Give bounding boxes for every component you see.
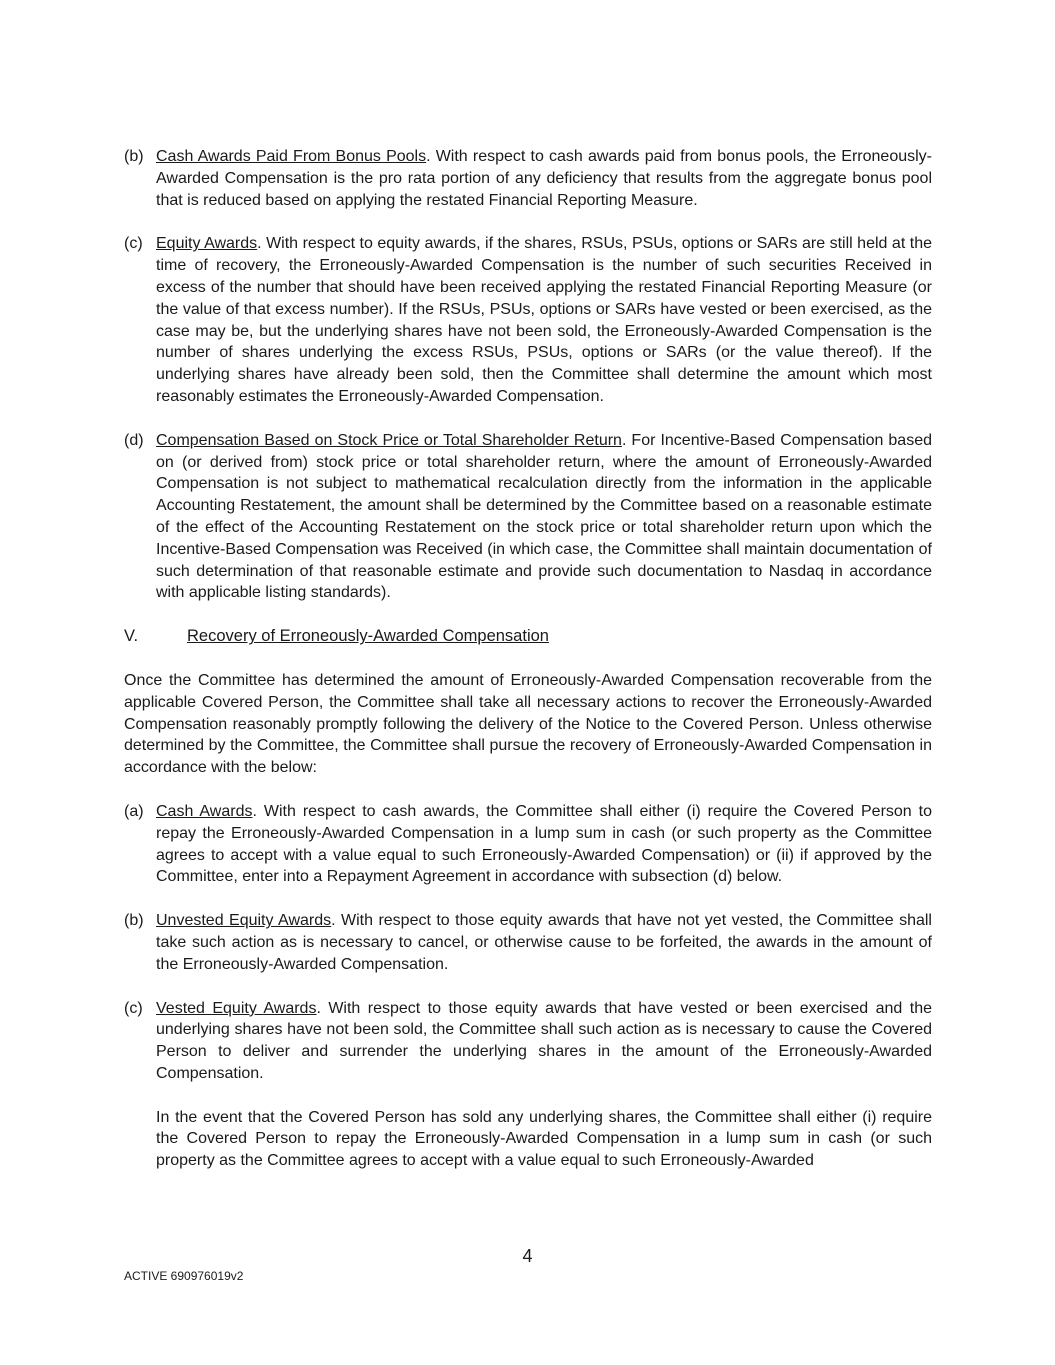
clause-b-unvested-equity-awards xyxy=(124,910,932,975)
clause-title: Compensation Based on Stock Price or Total Shareholder Return xyxy=(156,431,622,449)
clause-text: . With respect to cash awards, the Committee shall either (i) require the Covered Person to repay the Erroneously-Awarded Compensation in a lump sum in cash (or such property as the Committee agrees to accept with a value equal to such Erroneously-Awarded Compensation) or (ii) if approved by the Committee, enter into a Repayment Agreement in accordance with subsection (d) below. xyxy=(156,802,932,886)
clause-c-vested-equity-awards xyxy=(124,998,932,1085)
clause-text: . With respect to equity awards, if the shares, RSUs, PSUs, options or SARs are still held at the time of recovery, the Erroneously-Awarded Compensation is the number of such securities Received in excess of the number that should have been received applying the restated Financial Reporting Measure (or the value of that excess number). If the RSUs, PSUs, options or SARs have vested or been exercised, as the case may be, but the underlying shares have not been sold, the Erroneously-Awarded Compensation is the number of shares underlying the excess RSUs, PSUs, options or SARs (or the value thereof). If the underlying shares have already been sold, then the Committee shall determine the amount which most reasonably estimates the Erroneously-Awarded Compensation. xyxy=(156,235,933,405)
clause-body xyxy=(156,998,932,1085)
clause-text: . With respect to those equity awards that have not yet vested, the Committee shall take such action as is necessary to cancel, or otherwise cause to be forfeited, the awards in the amount of the Erroneously-Awarded Compensation. xyxy=(156,912,932,973)
clause-marker: (c) xyxy=(124,999,143,1017)
clause-text: . With respect to cash awards paid from bonus pools, the Erroneously-Awarded Compensation is the pro rata portion of any deficiency that results from the aggregate bonus pool that is reduced based on applying the restated Financial Reporting Measure. xyxy=(156,148,933,209)
clause-text: . With respect to those equity awards that have vested or been exercised and the underlying shares have not been sold, the Committee shall such action as is necessary to cause the Covered Person to deliver and surrender the underlying shares in the amount of the Erroneously-Awarded Compensation. xyxy=(156,999,932,1082)
clause-body xyxy=(156,910,932,975)
document-id: ACTIVE 690976019v2 xyxy=(124,1269,244,1283)
page-content xyxy=(124,146,932,1172)
clause-marker: (d) xyxy=(124,431,144,449)
clause-marker: (b) xyxy=(124,912,144,930)
clause-body xyxy=(156,801,932,888)
clause-text: . For Incentive-Based Compensation based on (or derived from) stock price or total shareholder return, where the amount of Erroneously-Awarded Compensation is not subject to mathematical recalculation directly from the information in the applicable Accounting Restatement, the amount shall be determined by the Committee based on a reasonable estimate of the effect of the Accounting Restatement on the stock price or total shareholder return upon which the Incentive-Based Compensation was Received (in which case, the Committee shall maintain documentation of such determination of that reasonable estimate and provide such documentation to Nasdaq in accordance with applicable listing standards). xyxy=(156,431,933,602)
clause-title: Cash Awards xyxy=(156,802,253,820)
clause-d-stock-price-compensation xyxy=(124,430,932,604)
clause-c-equity-awards xyxy=(124,233,932,407)
section-heading xyxy=(124,626,932,648)
clause-title: Equity Awards xyxy=(156,235,258,253)
section-title: Recovery of Erroneously-Awarded Compensation xyxy=(187,627,549,646)
clause-body xyxy=(156,233,932,407)
section-intro-paragraph: Once the Committee has determined the amount of Erroneously-Awarded Compensation recoverable from the applicable Covered Person, the Committee shall take all necessary actions to recover the Erroneously-Awarded Compensation reasonably promptly following the delivery of the Notice to the Covered Person. Unless otherwise determined by the Committee, the Committee shall pursue the recovery of Erroneously-Awarded Compensation in accordance with the below: xyxy=(124,671,932,777)
clause-title: Vested Equity Awards xyxy=(156,999,317,1017)
clause-title: Cash Awards Paid From Bonus Pools xyxy=(156,148,427,165)
continuation-paragraph: In the event that the Covered Person has sold any underlying shares, the Committee shall either (i) require the Covered Person to repay the Erroneously-Awarded Compensation in a lump sum in cash (or such property as the Committee agrees to accept with a value equal to such Erroneously-Awarded xyxy=(156,1108,932,1170)
clause-body xyxy=(156,146,932,211)
section-number: V. xyxy=(124,627,139,646)
page-number: 4 xyxy=(522,1246,533,1266)
clause-b-cash-awards-bonus-pools xyxy=(124,146,932,211)
clause-title: Unvested Equity Awards xyxy=(156,912,332,930)
clause-a-cash-awards xyxy=(124,801,932,888)
clause-marker: (c) xyxy=(124,235,143,253)
clause-marker: (b) xyxy=(124,148,144,165)
clause-marker: (a) xyxy=(124,802,144,820)
clause-body xyxy=(156,430,932,604)
